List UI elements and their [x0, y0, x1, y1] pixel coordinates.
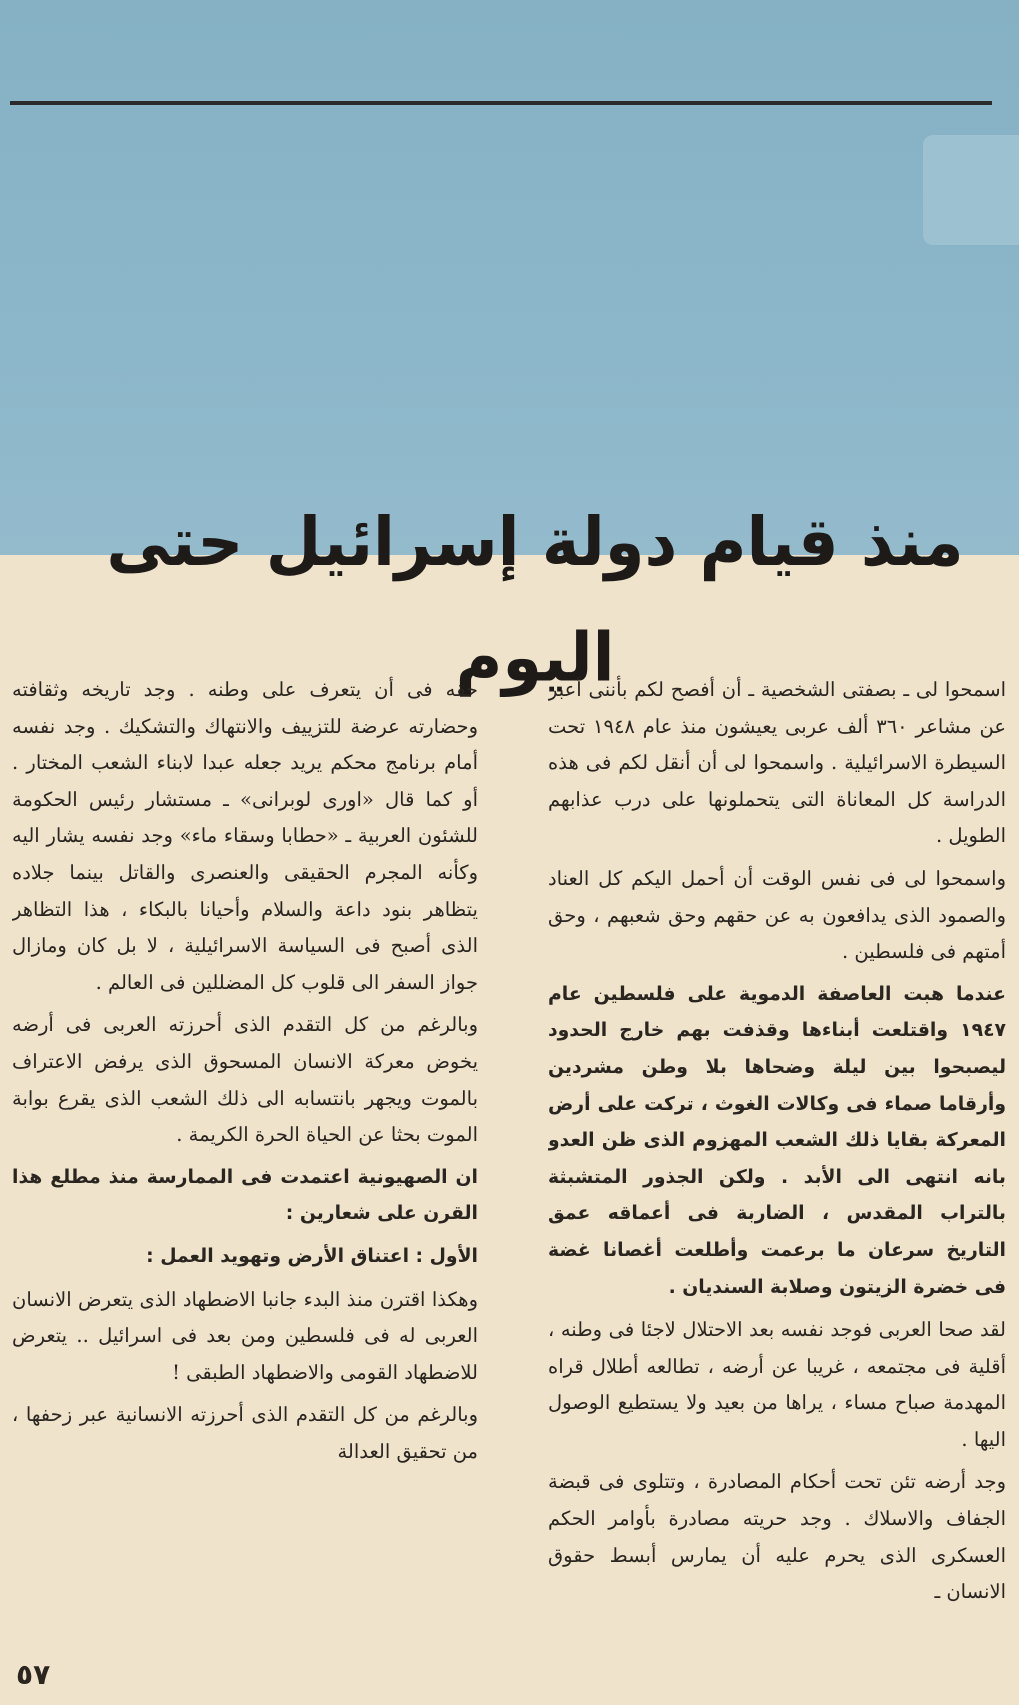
paragraph: وبالرغم من كل التقدم الذى أحرزته الانسانية عبر زحفها ، من تحقيق العدالة	[12, 1403, 478, 1463]
right-column	[548, 672, 1006, 1612]
paragraph: عندما هبت العاصفة الدموية على فلسطين عام ١٩٤٧ واقتلعت أبناءها وقذفت بهم خارج الحدود ليصبحوا بين ليلة وضحاها بلا وطن مشردين وأرقاما صماء فى وكالات الغوث ، تركت على أرض المعركة بقايا ذلك الشعب المهزوم الذى ظن العدو بانه انتهى الى الأبد . ولكن الجذور المتشبثة بالتراب المقدس ، الضاربة فى أعماقه عمق التاريخ سرعان ما برعمت وأطلعت أغصانا غضة فى خضرة الزيتون وصلابة السنديان .	[548, 983, 1006, 1298]
paragraph: ان الصهيونية اعتمدت فى الممارسة منذ مطلع هذا القرن على شعارين :	[12, 1166, 478, 1225]
paragraph: وهكذا اقترن منذ البدء جانبا الاضطهاد الذى يتعرض الانسان العربى له فى فلسطين ومن بعد فى اسرائيل .. يتعرض للاضطهاد القومى والاضطهاد الطبقى !	[12, 1287, 478, 1384]
paragraph: لقد صحا العربى فوجد نفسه بعد الاحتلال لاجئا فى وطنه ، أقلية فى مجتمعه ، غريبا عن أرضه ، تطالعه أطلال قراه المهدمة صباح مساء ، يراها من بعيد ولا يستطيع الوصول اليها .	[548, 1318, 1006, 1451]
paragraph: حقه فى أن يتعرف على وطنه . وجد تاريخه وثقافته وحضارته عرضة للتزييف والانتهاك والتشكيك . وجد نفسه أمام برنامج محكم يريد جعله عبدا لابناء الشعب المختار . أو كما قال «اورى لوبرانى» ـ مستشار رئيس الحكومة للشئون العربية ـ «حطابا وسقاء ماء» وجد نفسه يشار اليه وكأنه المجرم الحقيقى والعنصرى والقاتل بينما جلاده يتظاهر بنود داعة والسلام وأحيانا بالبكاء ، هذا التظاهر الذى أصبح فى السياسة الاسرائيلية ، لا بل كان ومازال جواز السفر الى قلوب كل المضللين فى العالم .	[12, 678, 478, 994]
article-title: منذ قيام دولة إسرائيل حتى اليوم	[106, 504, 964, 698]
paragraph: الأول : اعتناق الأرض وتهويد العمل :	[146, 1245, 478, 1267]
top-rule	[10, 101, 992, 105]
page-number: ٥٧	[16, 1658, 51, 1691]
paragraph: واسمحوا لى فى نفس الوقت أن أحمل اليكم كل العناد والصمود الذى يدافعون به عن حقهم وحق شعبهم ، وحق أمتهم فى فلسطين .	[548, 866, 1006, 964]
page-edge-tab	[923, 135, 1019, 245]
paragraph: وجد أرضه تئن تحت أحكام المصادرة ، وتتلوى فى قبضة الجفاف والاسلاك . وجد حريته مصادرة بأوامر الحكم العسكرى الذى يحرم عليه أن يمارس أبسط حقوق الانسان ـ	[548, 1470, 1006, 1604]
paragraph: وبالرغم من كل التقدم الذى أحرزته العربى فى أرضه يخوض معركة الانسان المسحوق الذى يرفض الاعتراف بالموت ويجهر بانتسابه الى ذلك الشعب الذى يقرع بوابة الموت بحثا عن الحياة الحرة الكريمة .	[12, 1013, 478, 1147]
left-column	[12, 672, 478, 1612]
paragraph: اسمحوا لى ـ بصفتى الشخصية ـ أن أفصح لكم بأننى أعبر عن مشاعر ٣٦٠ ألف عربى يعيشون منذ عام ١٩٤٨ تحت السيطرة الاسرائيلية . واسمحوا لى أن أنقل لكم فى هذه الدراسة كل المعاناة التى يتحملونها على درب عذابهم الطويل .	[548, 678, 1006, 848]
